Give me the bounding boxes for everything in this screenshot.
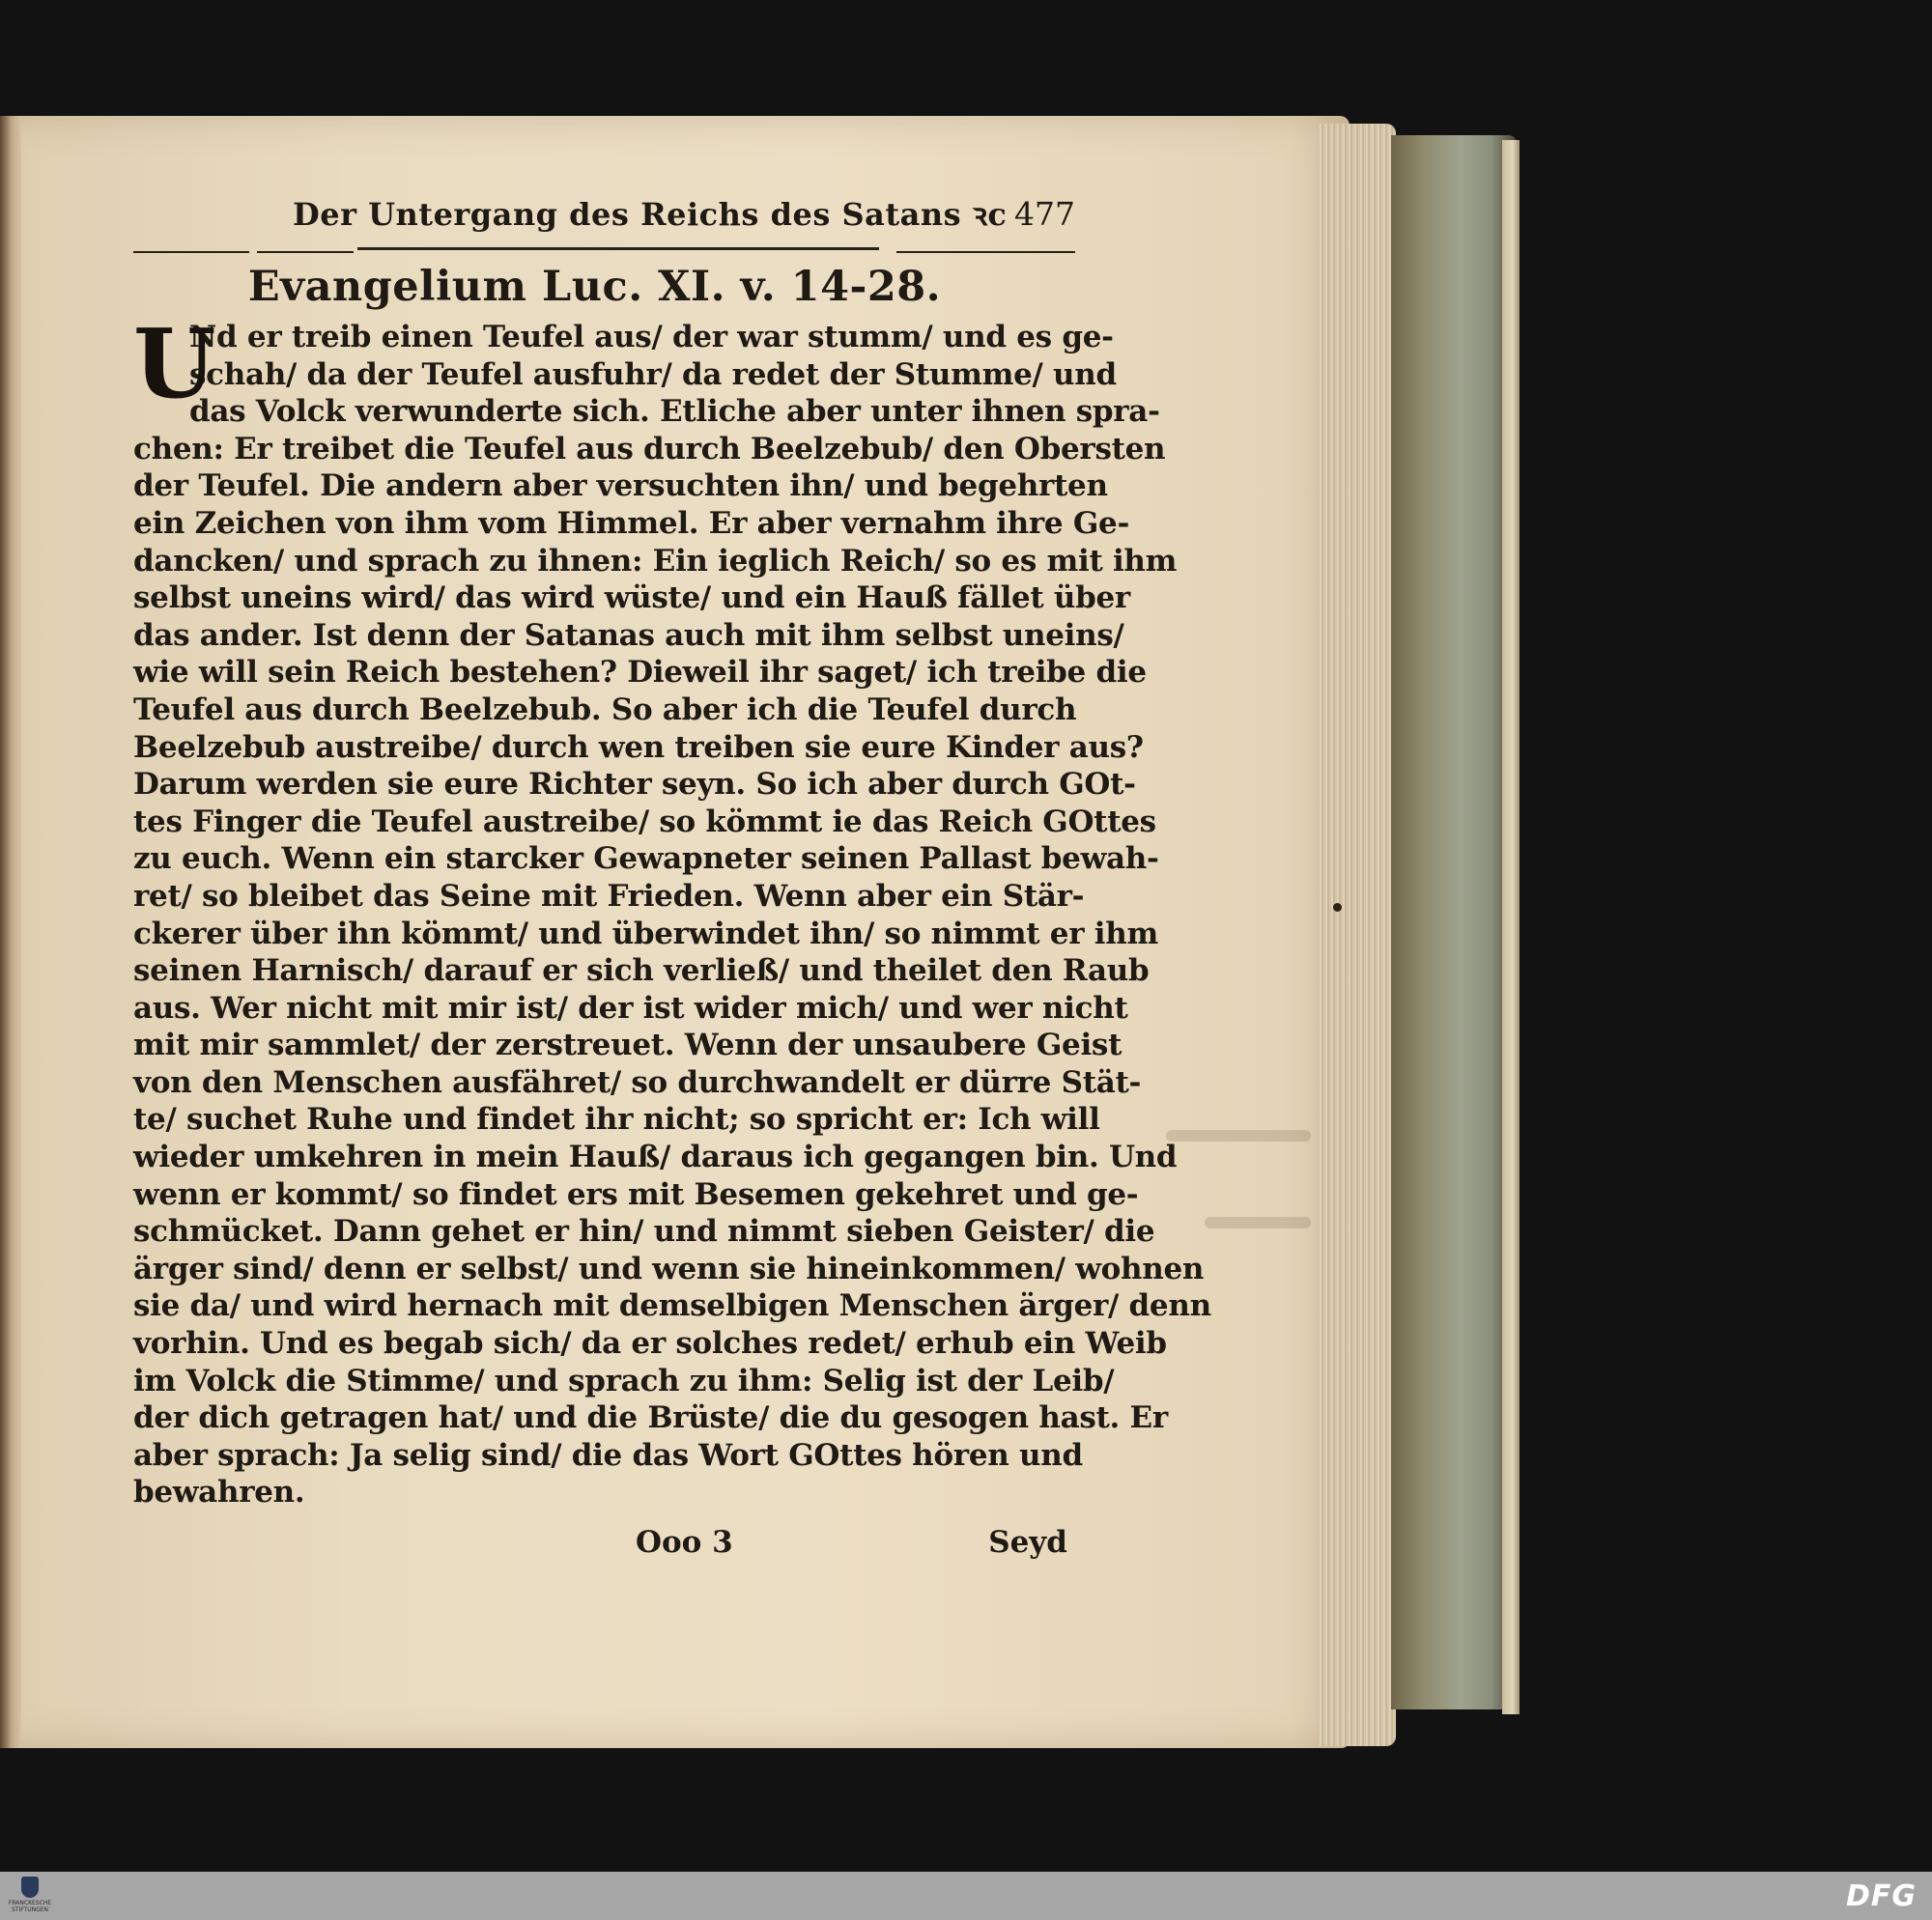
drop-cap: U: [133, 309, 216, 420]
facing-page-edge: [0, 116, 21, 1748]
text-line: zu euch. Wenn ein starcker Gewapneter seinen Pallast bewah-: [133, 841, 1159, 877]
crest-icon: [21, 1877, 39, 1898]
text-line: bewahren.: [133, 1475, 305, 1511]
dfg-logo[interactable]: DFG: [1845, 1879, 1917, 1913]
book-binding: [1391, 135, 1517, 1709]
signature-mark: Ooo 3: [636, 1525, 733, 1560]
text-line: ret/ so bleibet das Seine mit Frieden. Wenn aber ein Stär-: [133, 878, 1085, 914]
text-line: mit mir sammlet/ der zerstreuet. Wenn der unsaubere Geist: [133, 1028, 1122, 1063]
text-line: im Volck die Stimme/ und sprach zu ihm: Selig ist der Leib/: [133, 1363, 1115, 1398]
text-line: te/ suchet Ruhe und findet ihr nicht; so spricht er: Ich will: [133, 1102, 1100, 1138]
text-line: das Volck verwunderte sich. Etliche aber unter ihnen spra-: [189, 394, 1160, 430]
francke-foundation-logo[interactable]: [6, 1877, 54, 1917]
text-line: der Teufel. Die andern aber versuchten ihn/ und begehrten: [133, 468, 1108, 504]
text-line: Darum werden sie eure Richter seyn. So ich aber durch GOt-: [133, 767, 1136, 803]
text-line: sie da/ und wird hernach mit demselbigen Menschen ärger/ denn: [133, 1288, 1211, 1324]
text-line: chen: Er treibet die Teufel aus durch Beelzebub/ den Obersten: [133, 431, 1166, 466]
show-through-mark: [1205, 1217, 1311, 1228]
text-line: das ander. Ist denn der Satanas auch mit ihm selbst uneins/: [133, 617, 1124, 653]
left-logo-text: FRANCKESCHE STIFTUNGEN: [8, 1900, 52, 1913]
text-line: dancken/ und sprach zu ihnen: Ein ieglich Reich/ so es mit ihm: [133, 543, 1178, 579]
text-line: aber sprach: Ja selig sind/ die das Wort GOttes hören und: [133, 1437, 1083, 1473]
text-line: der dich getragen hat/ und die Brüste/ die du gesogen hast. Er: [133, 1400, 1168, 1436]
text-line: seinen Harnisch/ darauf er sich verließ/ und theilet den Raub: [133, 953, 1150, 989]
text-line: tes Finger die Teufel austreibe/ so kömmt ie das Reich GOttes: [133, 804, 1156, 839]
text-line: Teufel aus durch Beelzebub. So aber ich die Teufel durch: [133, 692, 1077, 727]
page-number: 477: [1014, 195, 1075, 233]
running-head: [133, 193, 1075, 247]
text-line: schah/ da der Teufel ausfuhr/ da redet der Stumme/ und: [189, 356, 1117, 392]
show-through-mark: [1166, 1130, 1311, 1142]
text-line: selbst uneins wird/ das wird wüste/ und ein Hauß fället über: [133, 580, 1130, 616]
section-heading: Evangelium Luc. XI. v. 14-28.: [247, 263, 942, 311]
text-line: aus. Wer nicht mit mir ist/ der ist wider mich/ und wer nicht: [133, 990, 1128, 1026]
head-rule: [133, 247, 1075, 257]
text-line: von den Menschen ausfähret/ so durchwandelt er dürre Stät-: [133, 1064, 1142, 1100]
ink-spot: [1333, 903, 1342, 912]
text-line: ärger sind/ denn er selbst/ und wenn sie hineinkommen/ wohnen: [133, 1251, 1205, 1286]
text-line: vorhin. Und es begab sich/ da er solches redet/ erhub ein Weib: [133, 1326, 1167, 1362]
page-footer: [133, 1525, 1075, 1569]
cover-edge: [1502, 140, 1520, 1714]
running-head-title: Der Untergang des Reichs des Satans ꝛc: [293, 196, 1008, 233]
text-line: Beelzebub austreibe/ durch wen treiben sie eure Kinder aus?: [133, 729, 1144, 765]
text-line: schmücket. Dann gehet er hin/ und nimmt sieben Geister/ die: [133, 1214, 1155, 1250]
text-line: wieder umkehren in mein Hauß/ daraus ich gegangen bin. Und: [133, 1140, 1178, 1175]
text-line: Nd er treib einen Teufel aus/ der war stumm/ und es ge-: [189, 320, 1114, 354]
catchword: Seyd: [988, 1525, 1067, 1560]
text-line: wie will sein Reich bestehen? Dieweil ihr saget/ ich treibe die: [133, 655, 1147, 691]
body-text: [133, 309, 1211, 1511]
text-line: ein Zeichen von ihm vom Himmel. Er aber vernahm ihre Ge-: [133, 505, 1130, 541]
viewer-bottom-bar: [0, 1872, 1932, 1920]
text-line: ckerer über ihn kömmt/ und überwindet ihn/ so nimmt er ihm: [133, 916, 1158, 951]
page-text-block: [133, 193, 1211, 1569]
page-fore-edge: [1319, 124, 1396, 1746]
text-line: wenn er kommt/ so findet ers mit Besemen gekehret und ge-: [133, 1176, 1139, 1212]
